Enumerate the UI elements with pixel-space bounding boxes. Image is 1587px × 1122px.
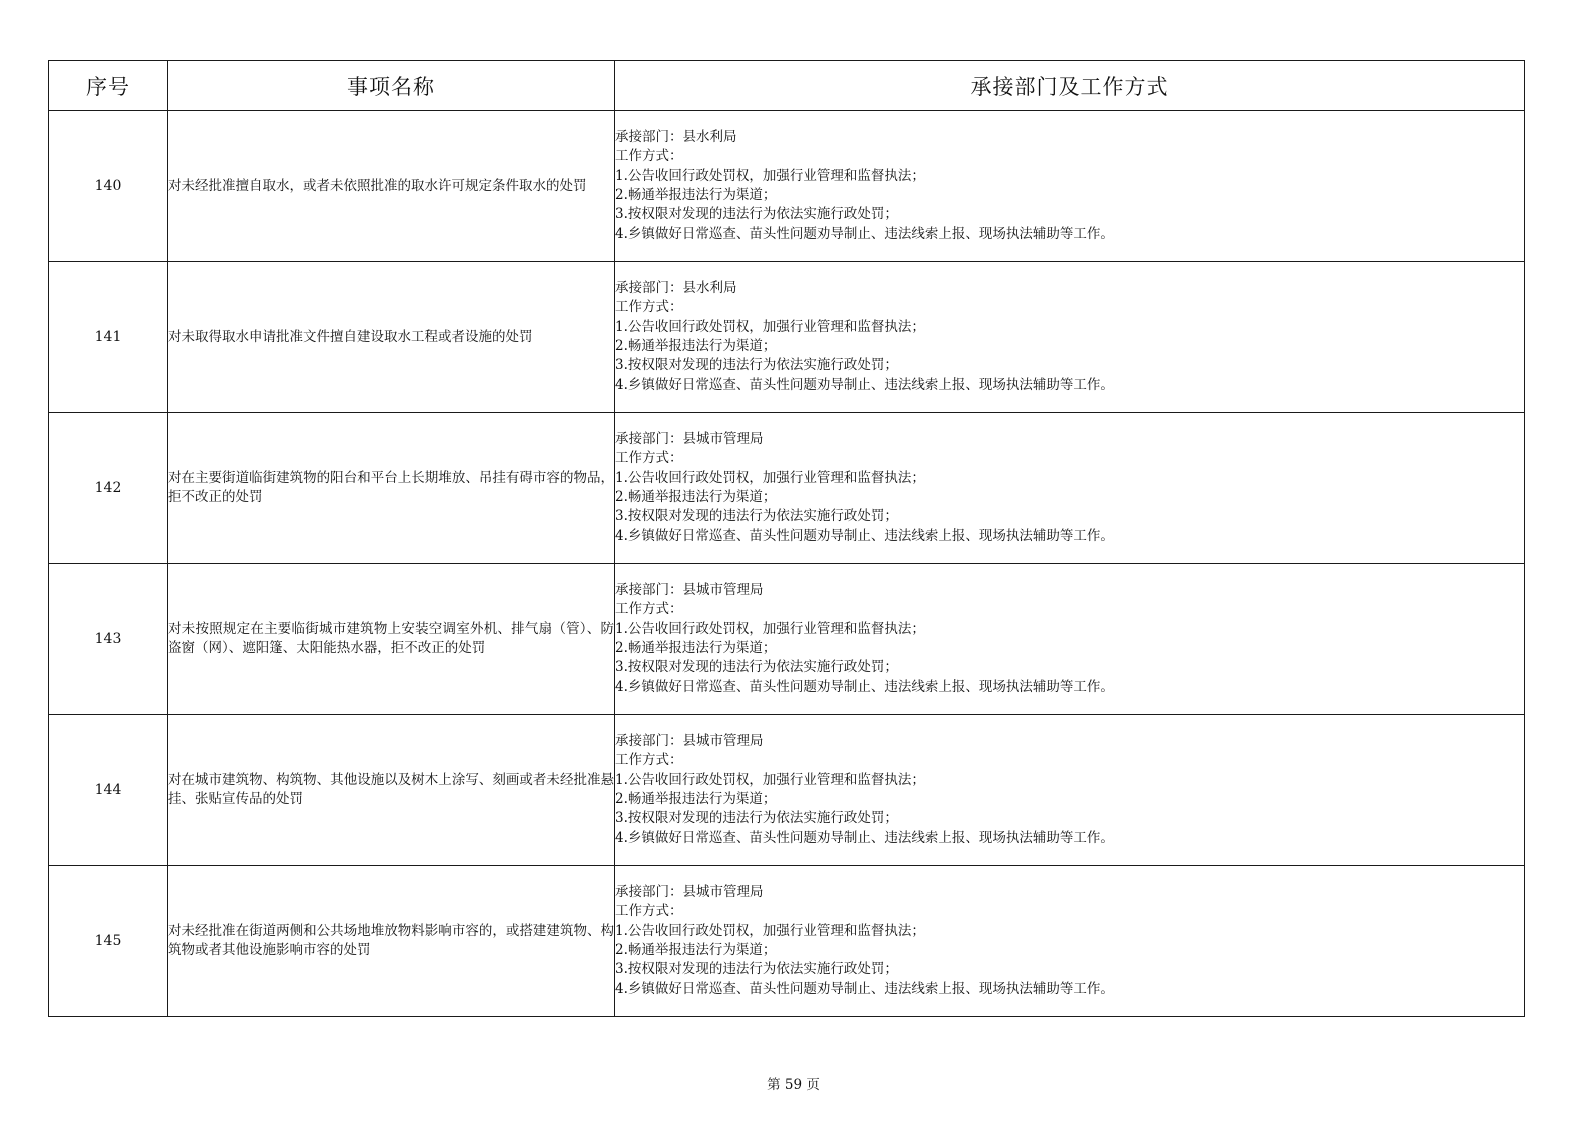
row-number: 140 — [49, 111, 168, 262]
method-step: 2.畅通举报违法行为渠道； — [615, 187, 777, 203]
dept-line: 承接部门：县城市管理局 — [615, 431, 764, 448]
page-number: 第 59 页 — [767, 1077, 820, 1093]
row-number: 141 — [49, 262, 168, 413]
method-step: 1.公告收回行政处罚权，加强行业管理和监督执法； — [615, 167, 925, 184]
header-seq: 序号 — [49, 61, 168, 111]
dept-line: 承接部门：县水利局 — [615, 280, 737, 297]
method-step: 2.畅通举报违法行为渠道； — [615, 640, 777, 656]
method-label: 工作方式： — [615, 450, 683, 467]
method-step: 4.乡镇做好日常巡查、苗头性问题劝导制止、违法线索上报、现场执法辅助等工作。 — [615, 678, 1114, 695]
items-table — [48, 60, 1525, 1017]
method-step: 1.公告收回行政处罚权，加强行业管理和监督执法； — [615, 318, 925, 335]
method-step: 2.畅通举报违法行为渠道； — [615, 791, 777, 807]
method-step: 2.畅通举报违法行为渠道； — [615, 338, 777, 354]
item-name: 对在城市建筑物、构筑物、其他设施以及树木上涂写、刻画或者未经批准悬挂、张贴宣传品的处罚 — [168, 715, 615, 866]
header-dept-method: 承接部门及工作方式 — [615, 61, 1525, 111]
method-step: 4.乡镇做好日常巡查、苗头性问题劝导制止、违法线索上报、现场执法辅助等工作。 — [615, 527, 1114, 544]
method-step: 3.按权限对发现的违法行为依法实施行政处罚； — [615, 206, 898, 223]
method-step: 3.按权限对发现的违法行为依法实施行政处罚； — [615, 357, 898, 374]
item-name: 对未取得取水申请批准文件擅自建设取水工程或者设施的处罚 — [168, 262, 615, 413]
dept-method-cell — [615, 866, 1525, 1017]
method-step: 1.公告收回行政处罚权，加强行业管理和监督执法； — [615, 771, 925, 788]
item-name: 对在主要街道临街建筑物的阳台和平台上长期堆放、吊挂有碍市容的物品，拒不改正的处罚 — [168, 413, 615, 564]
method-label: 工作方式： — [615, 903, 683, 920]
dept-method-cell — [615, 715, 1525, 866]
method-label: 工作方式： — [615, 299, 683, 316]
item-name: 对未经批准擅自取水，或者未依照批准的取水许可规定条件取水的处罚 — [168, 111, 615, 262]
row-number: 142 — [49, 413, 168, 564]
method-step: 3.按权限对发现的违法行为依法实施行政处罚； — [615, 659, 898, 676]
dept-line: 承接部门：县城市管理局 — [615, 733, 764, 750]
dept-method-cell — [615, 564, 1525, 715]
row-number: 145 — [49, 866, 168, 1017]
method-step: 1.公告收回行政处罚权，加强行业管理和监督执法； — [615, 922, 925, 939]
dept-line: 承接部门：县城市管理局 — [615, 582, 764, 599]
table-body — [49, 111, 1525, 1017]
method-step: 4.乡镇做好日常巡查、苗头性问题劝导制止、违法线索上报、现场执法辅助等工作。 — [615, 980, 1114, 997]
method-step: 1.公告收回行政处罚权，加强行业管理和监督执法； — [615, 469, 925, 486]
table-row — [49, 564, 1525, 715]
method-step: 3.按权限对发现的违法行为依法实施行政处罚； — [615, 810, 898, 827]
method-step: 2.畅通举报违法行为渠道； — [615, 942, 777, 958]
method-step: 4.乡镇做好日常巡查、苗头性问题劝导制止、违法线索上报、现场执法辅助等工作。 — [615, 829, 1114, 846]
table-header — [49, 61, 1525, 111]
table-row — [49, 111, 1525, 262]
dept-line: 承接部门：县水利局 — [615, 129, 737, 146]
table-row — [49, 715, 1525, 866]
item-name: 对未经批准在街道两侧和公共场地堆放物料影响市容的，或搭建建筑物、构筑物或者其他设施影响市容的处罚 — [168, 866, 615, 1017]
method-step: 3.按权限对发现的违法行为依法实施行政处罚； — [615, 508, 898, 525]
row-number: 143 — [49, 564, 168, 715]
dept-line: 承接部门：县城市管理局 — [615, 884, 764, 901]
table-row — [49, 413, 1525, 564]
method-label: 工作方式： — [615, 752, 683, 769]
method-label: 工作方式： — [615, 601, 683, 618]
header-row — [49, 61, 1525, 111]
dept-method-cell — [615, 413, 1525, 564]
header-item-name: 事项名称 — [168, 61, 615, 111]
row-number: 144 — [49, 715, 168, 866]
method-step: 4.乡镇做好日常巡查、苗头性问题劝导制止、违法线索上报、现场执法辅助等工作。 — [615, 376, 1114, 393]
dept-method-cell — [615, 111, 1525, 262]
table-row — [49, 866, 1525, 1017]
table-row — [49, 262, 1525, 413]
method-step: 4.乡镇做好日常巡查、苗头性问题劝导制止、违法线索上报、现场执法辅助等工作。 — [615, 225, 1114, 242]
dept-method-cell — [615, 262, 1525, 413]
method-step: 2.畅通举报违法行为渠道； — [615, 489, 777, 505]
item-name: 对未按照规定在主要临街城市建筑物上安装空调室外机、排气扇（管）、防盗窗（网）、遮阳篷、太阳能热水器，拒不改正的处罚 — [168, 564, 615, 715]
method-step: 1.公告收回行政处罚权，加强行业管理和监督执法； — [615, 620, 925, 637]
method-label: 工作方式： — [615, 148, 683, 165]
method-step: 3.按权限对发现的违法行为依法实施行政处罚； — [615, 961, 898, 978]
